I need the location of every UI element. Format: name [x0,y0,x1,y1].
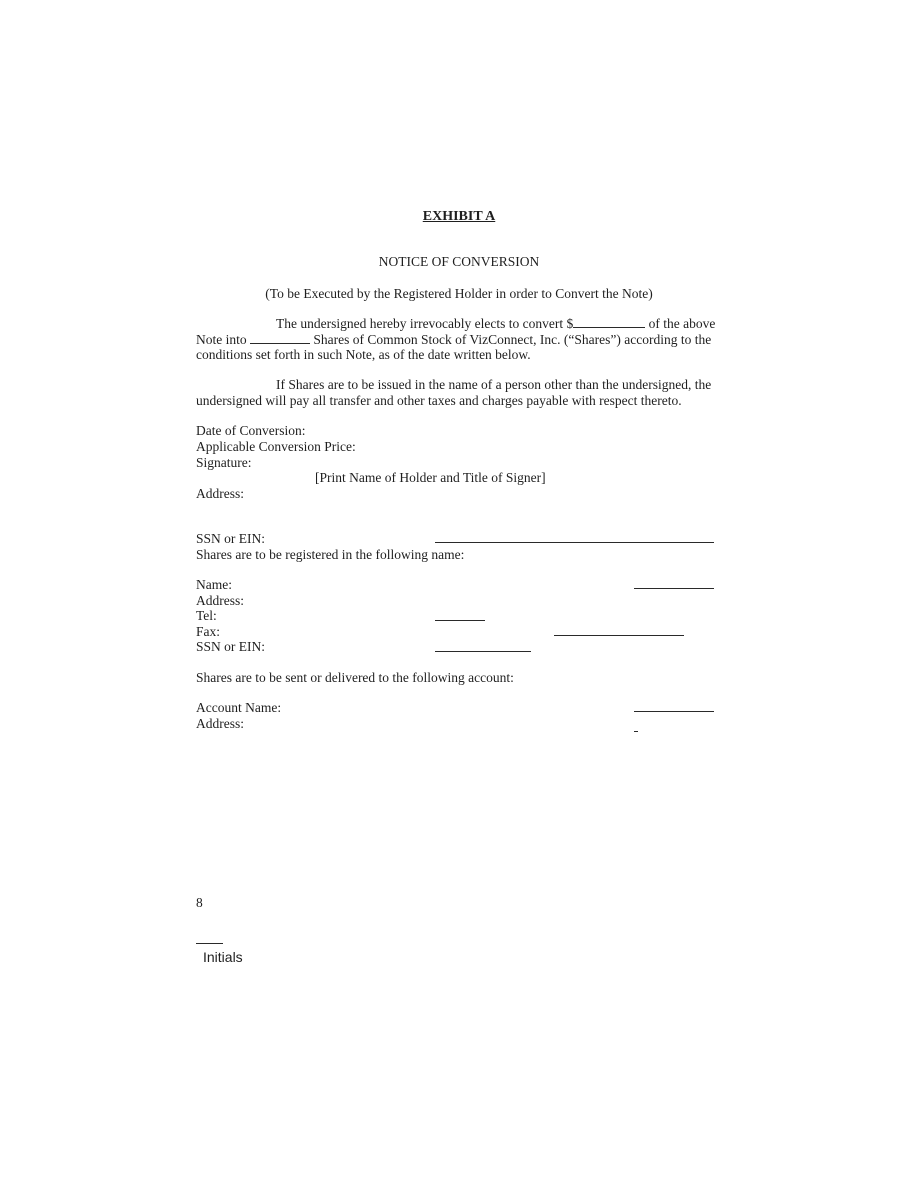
para1-line3: conditions set forth in such Note, as of the date written below. [196,347,531,362]
signature-label: Signature: [196,455,252,470]
fax-label: Fax: [196,624,221,639]
para2-line1: If Shares are to be issued in the name of a person other than the undersigned, the [276,377,712,392]
tel-label: Tel: [196,608,217,623]
name-line[interactable] [634,588,714,589]
initials-line[interactable] [196,943,223,944]
amount-blank[interactable] [573,315,645,328]
para1-line2b: Shares of Common Stock of VizConnect, Inc. (“Shares”) according to the [310,332,712,347]
address3-label: Address: [196,716,244,731]
delivered-intro: Shares are to be sent or delivered to the following account: [196,670,514,685]
ssn-ein-line[interactable] [435,542,714,543]
address-label: Address: [196,486,244,501]
address2-label: Address: [196,593,244,608]
notice-title: NOTICE OF CONVERSION [378,254,540,269]
conversion-price-label: Applicable Conversion Price: [196,439,356,454]
tel-line[interactable] [435,620,485,621]
registered-intro: Shares are to be registered in the following name: [196,547,465,562]
para2-line2: undersigned will pay all transfer and other taxes and charges payable with respect thereto. [196,393,682,408]
page-number: 8 [196,895,203,910]
initials-label: Initials [203,949,243,965]
para1-part2: of the above [645,316,716,331]
account-name-label: Account Name: [196,700,282,715]
fax-line[interactable] [554,635,684,636]
ssn-ein2-label: SSN or EIN: [196,639,266,654]
ssn-ein-label: SSN or EIN: [196,531,266,546]
print-name-label: [Print Name of Holder and Title of Signer] [315,470,546,485]
name-label: Name: [196,577,232,592]
shares-blank[interactable] [250,331,310,344]
account-name-line[interactable] [634,711,714,712]
address3-mark [634,731,638,732]
para1-line2 [196,331,714,348]
para1-line2a: Note into [196,332,250,347]
ssn-ein2-line[interactable] [435,651,531,652]
date-of-conversion-label: Date of Conversion: [196,423,306,438]
instruction-text: (To be Executed by the Registered Holder in order to Convert the Note) [265,286,653,301]
exhibit-title: EXHIBIT A [422,209,496,224]
para1-line1 [276,315,715,332]
para1-part1: The undersigned hereby irrevocably elects to convert $ [276,316,574,331]
